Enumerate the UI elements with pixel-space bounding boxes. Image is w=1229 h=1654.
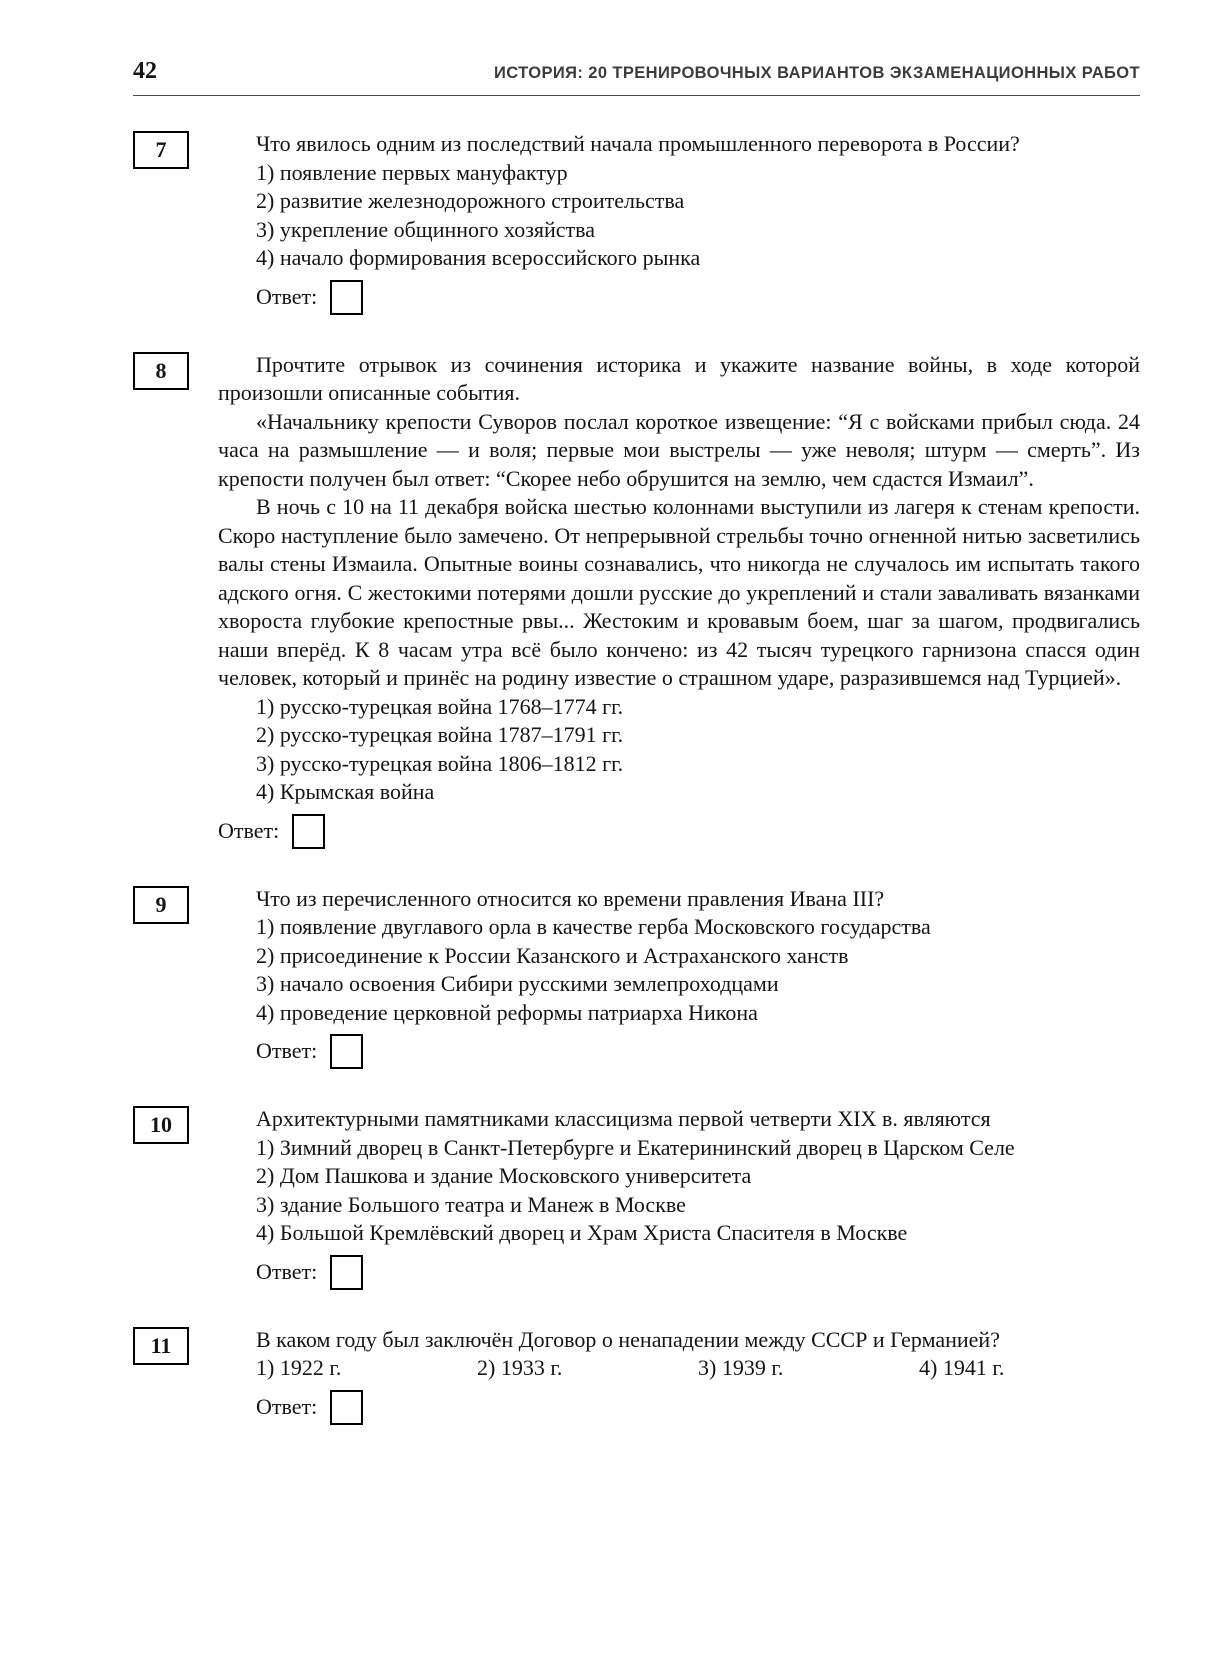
option-item: 3) начало освоения Сибири русскими землепроходцами xyxy=(256,971,779,996)
answer-box[interactable] xyxy=(292,814,325,849)
page-header xyxy=(133,58,1140,85)
answer-box[interactable] xyxy=(330,1034,363,1069)
question-number-column xyxy=(133,130,218,317)
question-7 xyxy=(133,130,1140,317)
answer-row xyxy=(218,814,1140,849)
option-item: 1) появление двуглавого орла в качестве герба Московского государства xyxy=(256,914,931,939)
option-item: 1) русско-турецкая война 1768–1774 гг. xyxy=(256,693,624,719)
option-item: 2) 1933 г. xyxy=(477,1355,563,1380)
option-item: 2) развитие железнодорожного строительства xyxy=(256,188,685,213)
answer-label: Ответ: xyxy=(256,1258,318,1284)
question-number-box xyxy=(133,1327,189,1365)
question-body xyxy=(218,885,1140,1072)
option-item: 2) русско-турецкая война 1787–1791 гг. xyxy=(256,722,624,747)
question-number-box xyxy=(133,886,189,924)
option-item: 2) присоединение к России Казанского и Астраханского ханств xyxy=(256,942,849,968)
question-number-column xyxy=(133,1105,218,1292)
option-item: 2) Дом Пашкова и здание Московского университета xyxy=(256,1163,752,1188)
question-number-column xyxy=(133,885,218,1072)
page-number: 42 xyxy=(133,58,157,84)
header-rule xyxy=(133,95,1140,96)
option-item: 3) русско-турецкая война 1806–1812 гг. xyxy=(256,750,624,776)
question-number-column xyxy=(133,1326,218,1427)
question-body xyxy=(218,1326,1140,1427)
running-header-title: ИСТОРИЯ: 20 ТРЕНИРОВОЧНЫХ ВАРИАНТОВ ЭКЗАМЕНАЦИОННЫХ РАБОТ xyxy=(493,64,1140,82)
question-text: Архитектурными памятниками классицизма первой четверти XIX в. являются xyxy=(256,1106,991,1131)
question-number: 11 xyxy=(150,1332,172,1358)
question-11 xyxy=(133,1326,1140,1427)
answer-row xyxy=(256,1390,1140,1425)
question-8 xyxy=(133,351,1140,851)
option-item: 4) начало формирования всероссийского рынка xyxy=(256,245,701,270)
question-number-box xyxy=(133,131,189,169)
options-list xyxy=(218,159,1140,273)
options-list xyxy=(256,1354,1140,1383)
option-item: 4) Крымская война xyxy=(256,779,435,804)
option-item: 3) здание Большого театра и Манеж в Москве xyxy=(256,1191,686,1217)
answer-box[interactable] xyxy=(330,1390,363,1425)
options-list xyxy=(218,1134,1140,1248)
answer-box[interactable] xyxy=(330,1255,363,1290)
option-item: 4) 1941 г. xyxy=(919,1355,1005,1380)
answer-row xyxy=(256,280,1140,315)
option-item: 1) 1922 г. xyxy=(256,1355,342,1380)
answer-box[interactable] xyxy=(330,280,363,315)
option-item: 4) Большой Кремлёвский дворец и Храм Христа Спасителя в Москве xyxy=(256,1220,908,1245)
question-number: 10 xyxy=(150,1112,172,1137)
question-body xyxy=(218,1105,1140,1292)
option-item: 1) Зимний дворец в Санкт-Петербурге и Екатерининский дворец в Царском Селе xyxy=(256,1134,1015,1160)
question-body xyxy=(218,351,1140,851)
option-item: 3) 1939 г. xyxy=(698,1355,784,1380)
question-text: Что явилось одним из последствий начала промышленного переворота в России? xyxy=(256,131,1020,156)
options-list xyxy=(218,693,1140,807)
question-text: В каком году был заключён Договор о ненападении между СССР и Германией? xyxy=(256,1326,1000,1352)
options-list xyxy=(218,913,1140,1027)
answer-row xyxy=(256,1034,1140,1069)
option-item: 1) появление первых мануфактур xyxy=(256,159,568,185)
question-text: Прочтите отрывок из сочинения историка и укажите название войны, в ходе которой произошли описанные события. xyxy=(218,351,1140,405)
source-excerpt-paragraph: «Начальнику крепости Суворов послал короткое извещение: “Я с войсками прибыл сюда. 24 часа на размышление — и воля; первые мои выстрелы — уже неволя; штурм — смерть”. Из крепости получен был ответ: “Скорее небо обрушится на землю, чем сдастся Измаил”. xyxy=(218,408,1140,491)
question-9 xyxy=(133,885,1140,1072)
option-item: 4) проведение церковной реформы патриарха Никона xyxy=(256,999,758,1025)
answer-row xyxy=(256,1255,1140,1290)
question-number-box xyxy=(133,352,189,390)
answer-label: Ответ: xyxy=(256,1393,318,1419)
question-body xyxy=(218,130,1140,317)
answer-label: Ответ: xyxy=(256,283,318,309)
source-excerpt-paragraph: В ночь с 10 на 11 декабря войска шестью колоннами выступили из лагеря к стенам крепости. Скоро наступление было замечено. От непрерывной стрельбы точно огненной нитью засветились валы стены Измаила. Опытные воины сознавались, что никогда не случалось им испытать такого адского огня. С жестокими потерями дошли русские до укреплений и стали заваливать вязанками хвороста глубокие крепостные рвы... Жестоким и кровавым боем, шаг за шагом, продвигались наши вперёд. К 8 часам утра всё было кончено: из 42 тысяч турецкого гарнизона спасся один человек, который и принёс на родину известие о страшном ударе, разразившемся над Турцией». xyxy=(218,494,1140,690)
answer-label: Ответ: xyxy=(218,817,280,843)
question-text: Что из перечисленного относится ко времени правления Ивана III? xyxy=(256,885,885,911)
answer-label: Ответ: xyxy=(256,1038,318,1064)
question-number: 7 xyxy=(155,137,167,162)
question-number: 8 xyxy=(155,357,167,383)
option-item: 3) укрепление общинного хозяйства xyxy=(256,216,596,242)
question-number-column xyxy=(133,351,218,851)
question-number: 9 xyxy=(155,891,167,917)
question-number-box xyxy=(133,1106,189,1144)
question-10 xyxy=(133,1105,1140,1292)
